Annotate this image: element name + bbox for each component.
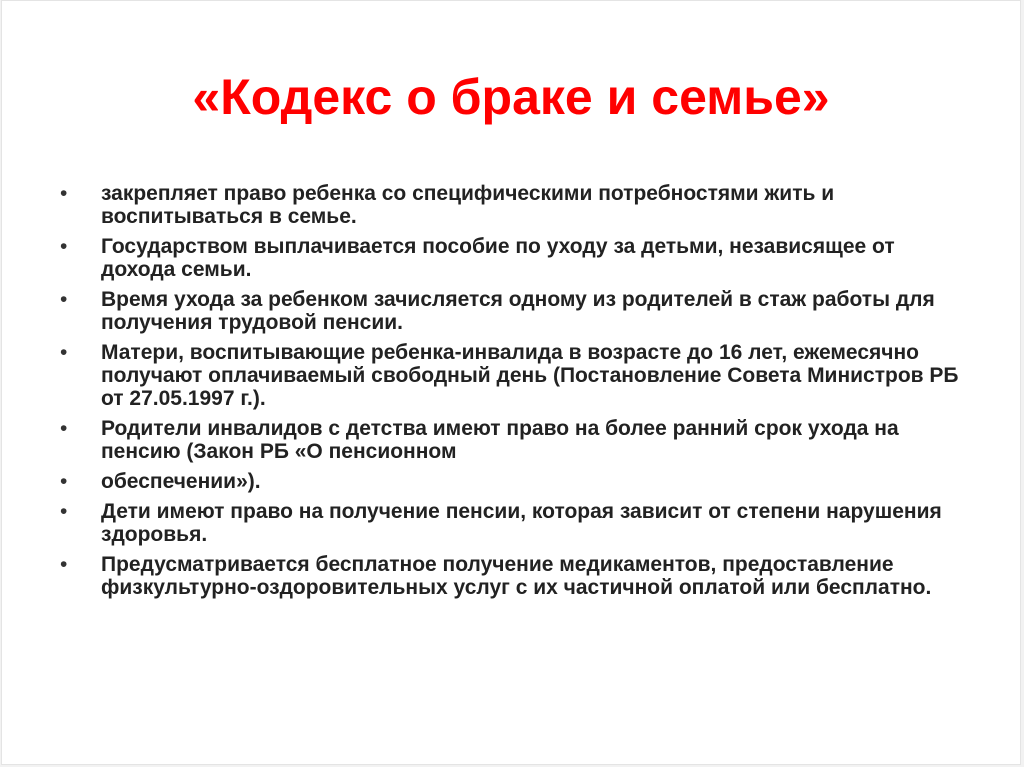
bullet-item <box>60 553 960 599</box>
slide <box>1 0 1021 765</box>
slide-title: «Кодекс о браке и семье» <box>192 69 830 125</box>
bullet-item <box>60 288 960 334</box>
bullet-icon: • <box>60 553 68 576</box>
bullet-item <box>60 235 960 281</box>
bullet-text: Государством выплачивается пособие по уходу за детьми, независящее от дохода семьи. <box>101 235 895 281</box>
bullet-icon: • <box>60 288 68 311</box>
bullet-icon: • <box>60 182 68 205</box>
bullet-icon: • <box>60 341 68 364</box>
bullet-icon: • <box>60 235 68 258</box>
bullet-item <box>60 417 960 463</box>
bullet-list <box>60 182 960 606</box>
bullet-text: Дети имеют право на получение пенсии, которая зависит от степени нарушения здоровья. <box>101 500 942 546</box>
bullet-icon: • <box>60 500 68 523</box>
bullet-text: Матери, воспитывающие ребенка-инвалида в возрасте до 16 лет, ежемесячно получают оплачиваемый свободный день (Постановление Совета Министров РБ от 27.05.1997 г.). <box>101 341 959 410</box>
bullet-text: закрепляет право ребенка со специфическими потребностями жить и воспитываться в семье. <box>101 182 835 228</box>
bullet-item <box>60 341 960 410</box>
bullet-icon: • <box>60 417 68 440</box>
bullet-text: Родители инвалидов с детства имеют право на более ранний срок ухода на пенсию (Закон РБ «О пенсионном <box>101 417 899 463</box>
bullet-item <box>60 470 960 493</box>
bullet-item <box>60 182 960 228</box>
bullet-text: обеспечении»). <box>101 470 261 493</box>
bullet-icon: • <box>60 470 68 493</box>
bullet-text: Время ухода за ребенком зачисляется одному из родителей в стаж работы для получения трудовой пенсии. <box>101 288 935 334</box>
bullet-text: Предусматривается бесплатное получение медикаментов, предоставление физкультурно-оздоровительных услуг с их частичной оплатой или бесплатно. <box>101 553 932 599</box>
bullet-item <box>60 500 960 546</box>
